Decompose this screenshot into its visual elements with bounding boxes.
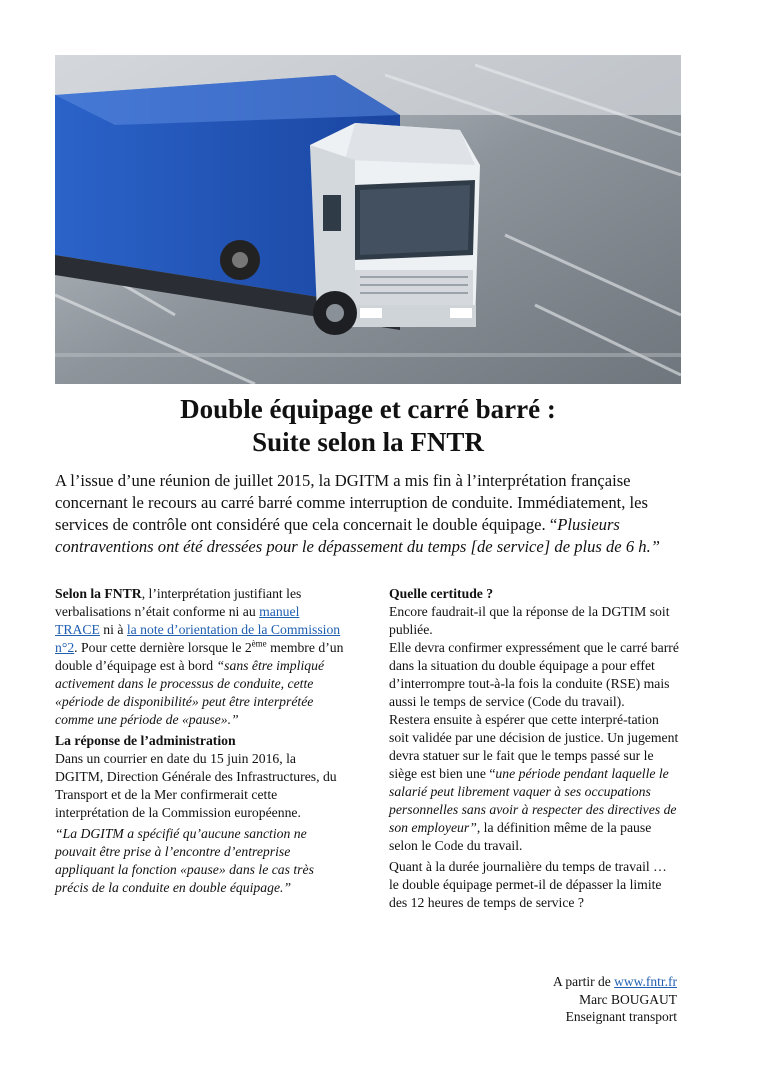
fntr-text-2: ni à bbox=[99, 622, 127, 637]
fntr-text-4: membre d’un double d’équipage est à bord bbox=[55, 640, 344, 673]
intro-quote: Plusieurs contraventions ont été dressées pour le dépassement du temps [de service] de plus de 6 h.” bbox=[55, 515, 660, 556]
administration-section bbox=[55, 732, 345, 822]
note-orientation-link[interactable]: la note d’orientation de la Commission n°2 bbox=[55, 622, 341, 655]
manuel-trace-link[interactable]: manuel TRACE bbox=[55, 604, 300, 637]
administration-body: Dans un courrier en date du 15 juin 2016, la DGITM, Direction Générale des Infrastructures, du Transport et de la Mer confirmerait cette interprétation de la Commission européenne. bbox=[55, 751, 337, 820]
author-role: Enseignant transport bbox=[565, 1009, 677, 1024]
fntr-lead: Selon la FNTR bbox=[55, 586, 142, 601]
fntr-quote: “sans être impliqué activement dans le processus de conduite, cette «période de disponibilité» peut être interprétée comme une période de «pause».” bbox=[55, 658, 325, 727]
truck-cab bbox=[310, 123, 480, 335]
fntr-text-1: , l’interprétation justifiant les verbalisations n’était conforme ni au bbox=[55, 586, 302, 619]
pause-definition-quote: une période pendant laquelle le salarié peut librement vaquer à ses occupations personnelles sans avoir à respecter des directives de son employeur” bbox=[389, 766, 677, 835]
certitude-p3-end: , la définition même de la pause selon le Code du travail. bbox=[389, 820, 652, 853]
source-line bbox=[553, 973, 677, 991]
fntr-link[interactable]: www.fntr.fr bbox=[614, 974, 677, 989]
title-line-2: Suite selon la FNTR bbox=[252, 427, 484, 457]
certitude-p3 bbox=[389, 711, 679, 855]
left-column bbox=[55, 585, 345, 900]
fntr-paragraph bbox=[55, 585, 345, 729]
certitude-p3-text: Restera ensuite à espérer que cette interpré-tation soit validée par une décision de justice. Un jugement devra statuer sur le fait que le temps passé sur le siège est bien une “ bbox=[389, 712, 679, 781]
administration-heading: La réponse de l’administration bbox=[55, 733, 236, 748]
intro-text: A l’issue d’une réunion de juillet 2015, la DGITM a mis fin à l’interprétation française concernant le recours au carré barré comme interruption de conduite. Immédiatement, les services de contrôle ont considéré que cela concernait le double équipage. “ bbox=[55, 471, 648, 534]
superscript-eme: ème bbox=[251, 638, 267, 649]
signature-block bbox=[553, 973, 677, 1026]
fntr-text-3: . Pour cette dernière lorsque le 2 bbox=[74, 640, 252, 655]
truck-photo bbox=[55, 55, 681, 384]
truck-illustration bbox=[55, 55, 681, 384]
certitude-heading: Quelle certitude ? bbox=[389, 586, 494, 601]
intro-paragraph bbox=[55, 470, 675, 558]
dgitm-quote-paragraph bbox=[55, 825, 345, 897]
source-prefix: A partir de bbox=[553, 974, 615, 989]
certitude-p1: Encore faudrait-il que la réponse de la DGTIM soit publiée. bbox=[389, 604, 670, 637]
title-line-1: Double équipage et carré barré : bbox=[180, 394, 556, 424]
page-title bbox=[55, 393, 681, 459]
certitude-section bbox=[389, 585, 679, 639]
certitude-p4: Quant à la durée journalière du temps de travail … le double équipage permet-il de dépasser la limite des 12 heures de temps de service ? bbox=[389, 859, 667, 910]
certitude-p2: Elle devra confirmer expressément que le carré barré dans la situation du double équipage a pour effet d’interrompre tout-à-la fois la conduite (RSE) mais aussi le temps de service (Code du travail). bbox=[389, 640, 679, 709]
dgitm-quote: “La DGITM a spécifié qu’aucune sanction ne pouvait être prise à l’encontre d’entreprise appliquant la fonction «pause» dans le cas très précis de la conduite en double équipage.” bbox=[55, 826, 314, 895]
right-column bbox=[389, 585, 679, 915]
author-name: Marc BOUGAUT bbox=[579, 991, 677, 1007]
